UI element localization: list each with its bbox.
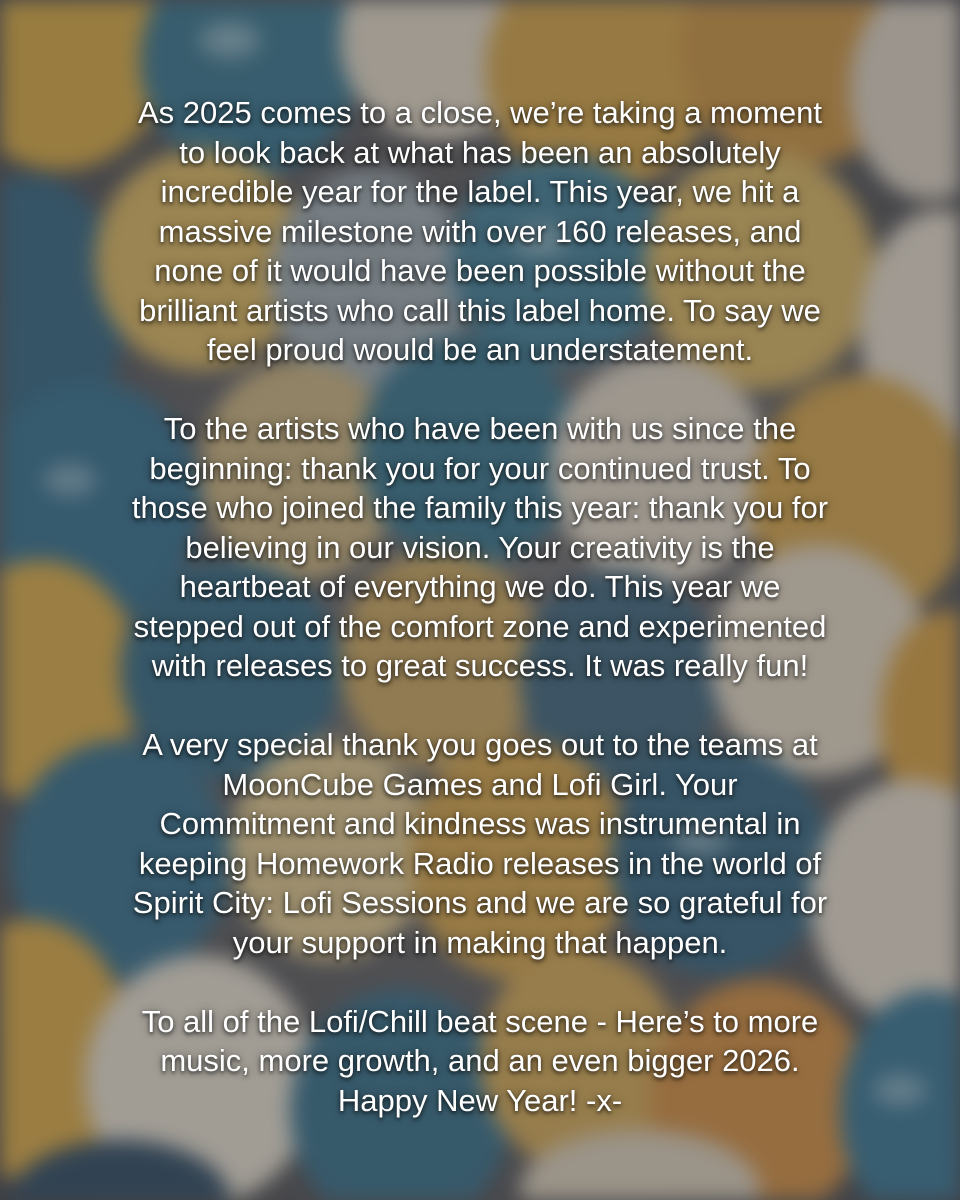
message-text <box>60 93 900 1120</box>
paragraph-2 <box>60 409 900 686</box>
text-line: incredible year for the label. This year, we hit a <box>160 174 800 209</box>
text-line: As 2025 comes to a close, we’re taking a moment <box>137 95 823 130</box>
text-line: massive milestone with over 160 releases, and <box>158 213 802 249</box>
paragraph-3 <box>60 725 900 962</box>
text-line: beginning: thank you for your continued trust. To <box>149 450 811 486</box>
text-line: heartbeat of everything we do. This year we <box>179 569 781 604</box>
text-line: none of it would have been possible without the <box>154 253 806 288</box>
paragraph-1 <box>60 93 900 370</box>
text-line: To all of the Lofi/Chill beat scene - Here’s to more <box>141 1003 819 1039</box>
text-line: stepped out of the comfort zone and experimented <box>133 608 827 644</box>
text-line: brilliant artists who call this label home. To say we <box>139 292 821 328</box>
text-line: music, more growth, and an even bigger 2026. <box>160 1043 800 1078</box>
text-line: Commitment and kindness was instrumental in <box>159 806 801 841</box>
text-line: with releases to great success. It was really fun! <box>151 648 809 683</box>
text-line: A very special thank you goes out to the teams at <box>142 727 818 762</box>
text-line: Happy New Year! -x- <box>337 1082 623 1118</box>
text-line: feel proud would be an understatement. <box>206 332 754 367</box>
text-line: to look back at what has been an absolutely <box>179 134 781 170</box>
text-line: those who joined the family this year: thank you for <box>131 490 829 525</box>
text-line: believing in our vision. Your creativity is the <box>185 529 775 565</box>
paragraph-4 <box>60 1002 900 1121</box>
text-line: Spirit City: Lofi Sessions and we are so grateful for <box>132 885 828 920</box>
text-line: keeping Homework Radio releases in the world of <box>138 845 822 881</box>
text-line: your support in making that happen. <box>232 924 728 960</box>
text-line: To the artists who have been with us since the <box>163 411 797 446</box>
text-line: MoonCube Games and Lofi Girl. Your <box>222 766 738 802</box>
